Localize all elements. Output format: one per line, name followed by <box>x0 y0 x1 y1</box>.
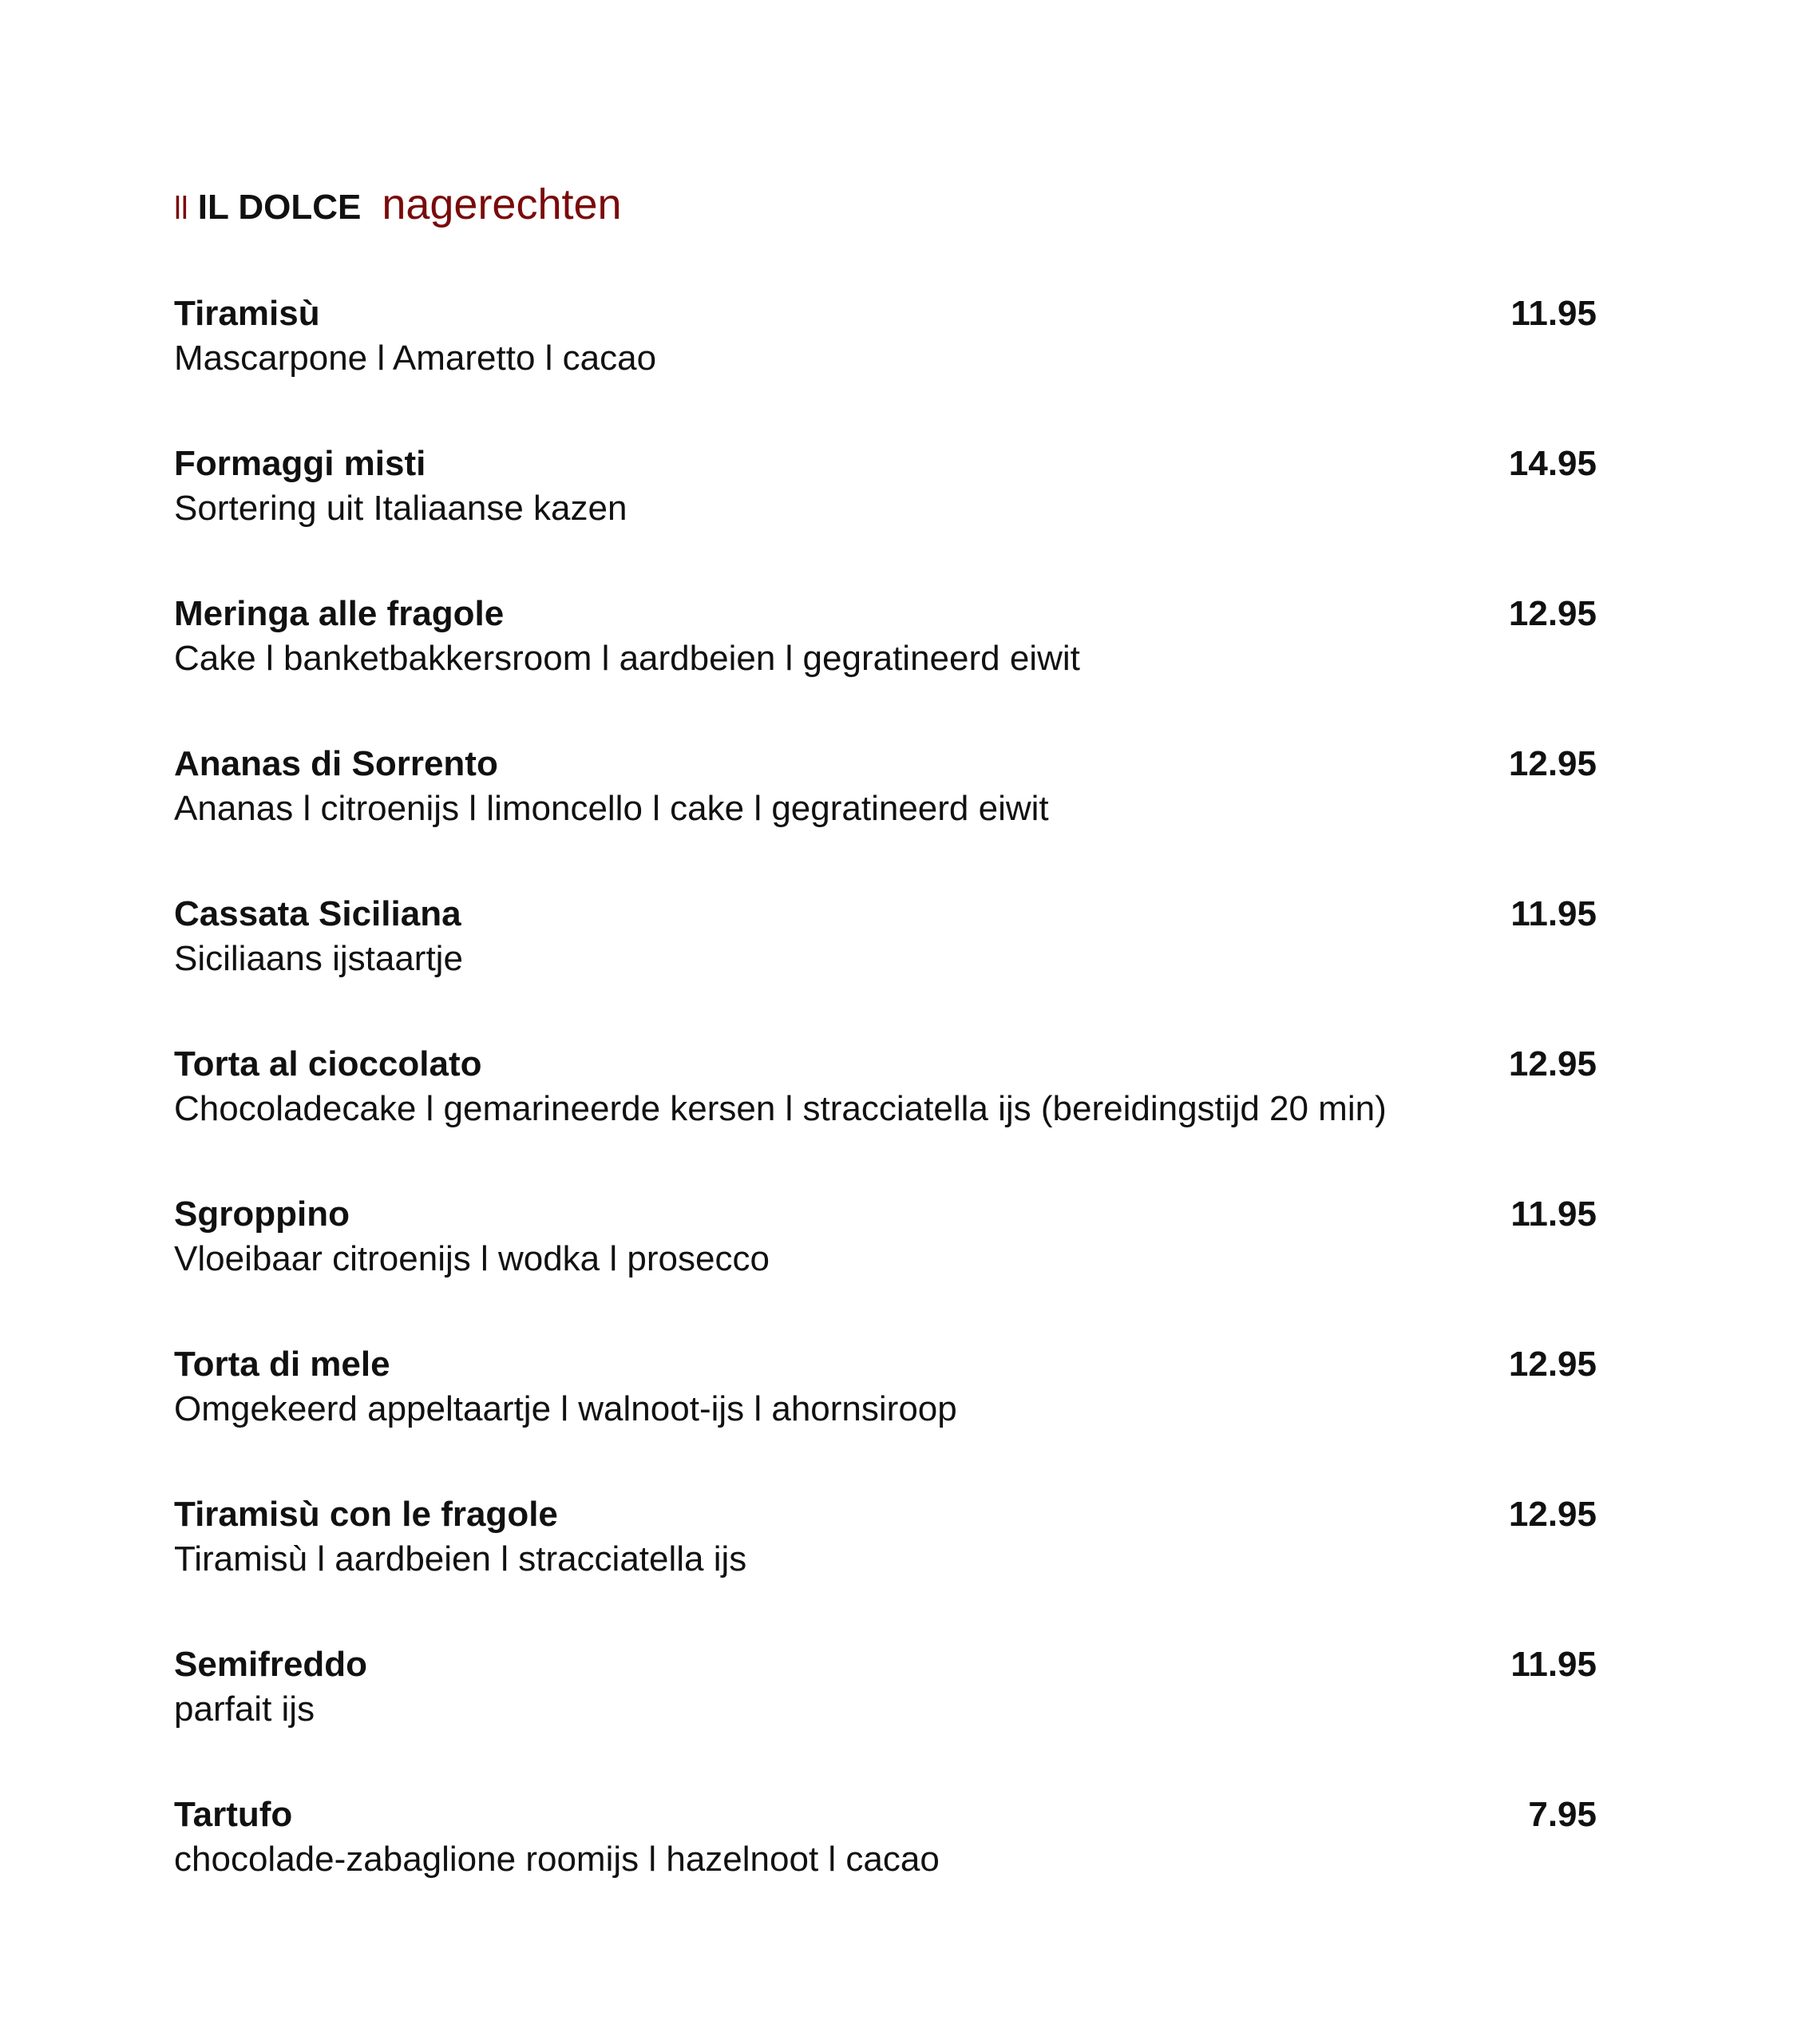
menu-item <box>174 1345 1597 1495</box>
menu-page <box>174 0 1597 2044</box>
header-mark: ll <box>174 191 188 226</box>
menu-item-name: Tiramisù <box>174 294 320 333</box>
menu-item-name: Tartufo <box>174 1795 293 1834</box>
menu-items-list <box>174 294 1597 1945</box>
section-subtitle: nagerechten <box>382 180 622 228</box>
menu-item-price: 12.95 <box>1508 744 1597 783</box>
menu-item-name: Formaggi misti <box>174 444 426 483</box>
menu-item-description: Mascarpone l Amaretto l cacao <box>174 339 657 378</box>
menu-item <box>174 894 1597 1044</box>
menu-item-name: Cassata Siciliana <box>174 894 461 933</box>
menu-item <box>174 294 1597 444</box>
menu-item-name: Semifreddo <box>174 1645 368 1684</box>
menu-item <box>174 1495 1597 1645</box>
menu-item-name: Meringa alle fragole <box>174 594 505 633</box>
menu-header <box>174 180 622 236</box>
menu-item-name: Torta al cioccolato <box>174 1044 482 1083</box>
menu-item-description: Omgekeerd appeltaartje l walnoot-ijs l ahornsiroop <box>174 1389 957 1428</box>
menu-item-price: 11.95 <box>1510 1194 1597 1234</box>
menu-item-description: chocolade-zabaglione roomijs l hazelnoot l cacao <box>174 1840 940 1879</box>
menu-item <box>174 1645 1597 1795</box>
menu-item-description: Cake l banketbakkersroom l aardbeien l gegratineerd eiwit <box>174 639 1080 678</box>
menu-item <box>174 1795 1597 1945</box>
menu-item-price: 12.95 <box>1508 1044 1597 1083</box>
menu-item-description: Ananas l citroenijs l limoncello l cake l gegratineerd eiwit <box>174 789 1049 828</box>
menu-item-name: Sgroppino <box>174 1194 350 1234</box>
menu-item-description: Tiramisù l aardbeien l stracciatella ijs <box>174 1539 747 1579</box>
menu-item <box>174 744 1597 894</box>
menu-item <box>174 444 1597 594</box>
menu-item-description: Vloeibaar citroenijs l wodka l prosecco <box>174 1239 770 1278</box>
menu-item-price: 11.95 <box>1510 1645 1597 1684</box>
menu-item-name: Ananas di Sorrento <box>174 744 498 783</box>
menu-item-description: Sortering uit Italiaanse kazen <box>174 489 627 528</box>
menu-item <box>174 1194 1597 1345</box>
menu-item-price: 12.95 <box>1508 1345 1597 1384</box>
menu-item-price: 12.95 <box>1508 594 1597 633</box>
menu-item-description: Chocoladecake l gemarineerde kersen l stracciatella ijs (bereidingstijd 20 min) <box>174 1089 1387 1128</box>
menu-item-price: 11.95 <box>1510 294 1597 333</box>
menu-item-name: Tiramisù con le fragole <box>174 1495 558 1534</box>
section-title: IL DOLCE <box>197 188 362 227</box>
menu-item-description: Siciliaans ijstaartje <box>174 939 463 978</box>
menu-item-price: 12.95 <box>1508 1495 1597 1534</box>
menu-item-price: 11.95 <box>1510 894 1597 933</box>
menu-item <box>174 1044 1597 1194</box>
menu-item-description: parfait ijs <box>174 1689 315 1729</box>
menu-item-price: 7.95 <box>1528 1795 1597 1834</box>
menu-item <box>174 594 1597 744</box>
menu-item-price: 14.95 <box>1508 444 1597 483</box>
menu-item-name: Torta di mele <box>174 1345 390 1384</box>
